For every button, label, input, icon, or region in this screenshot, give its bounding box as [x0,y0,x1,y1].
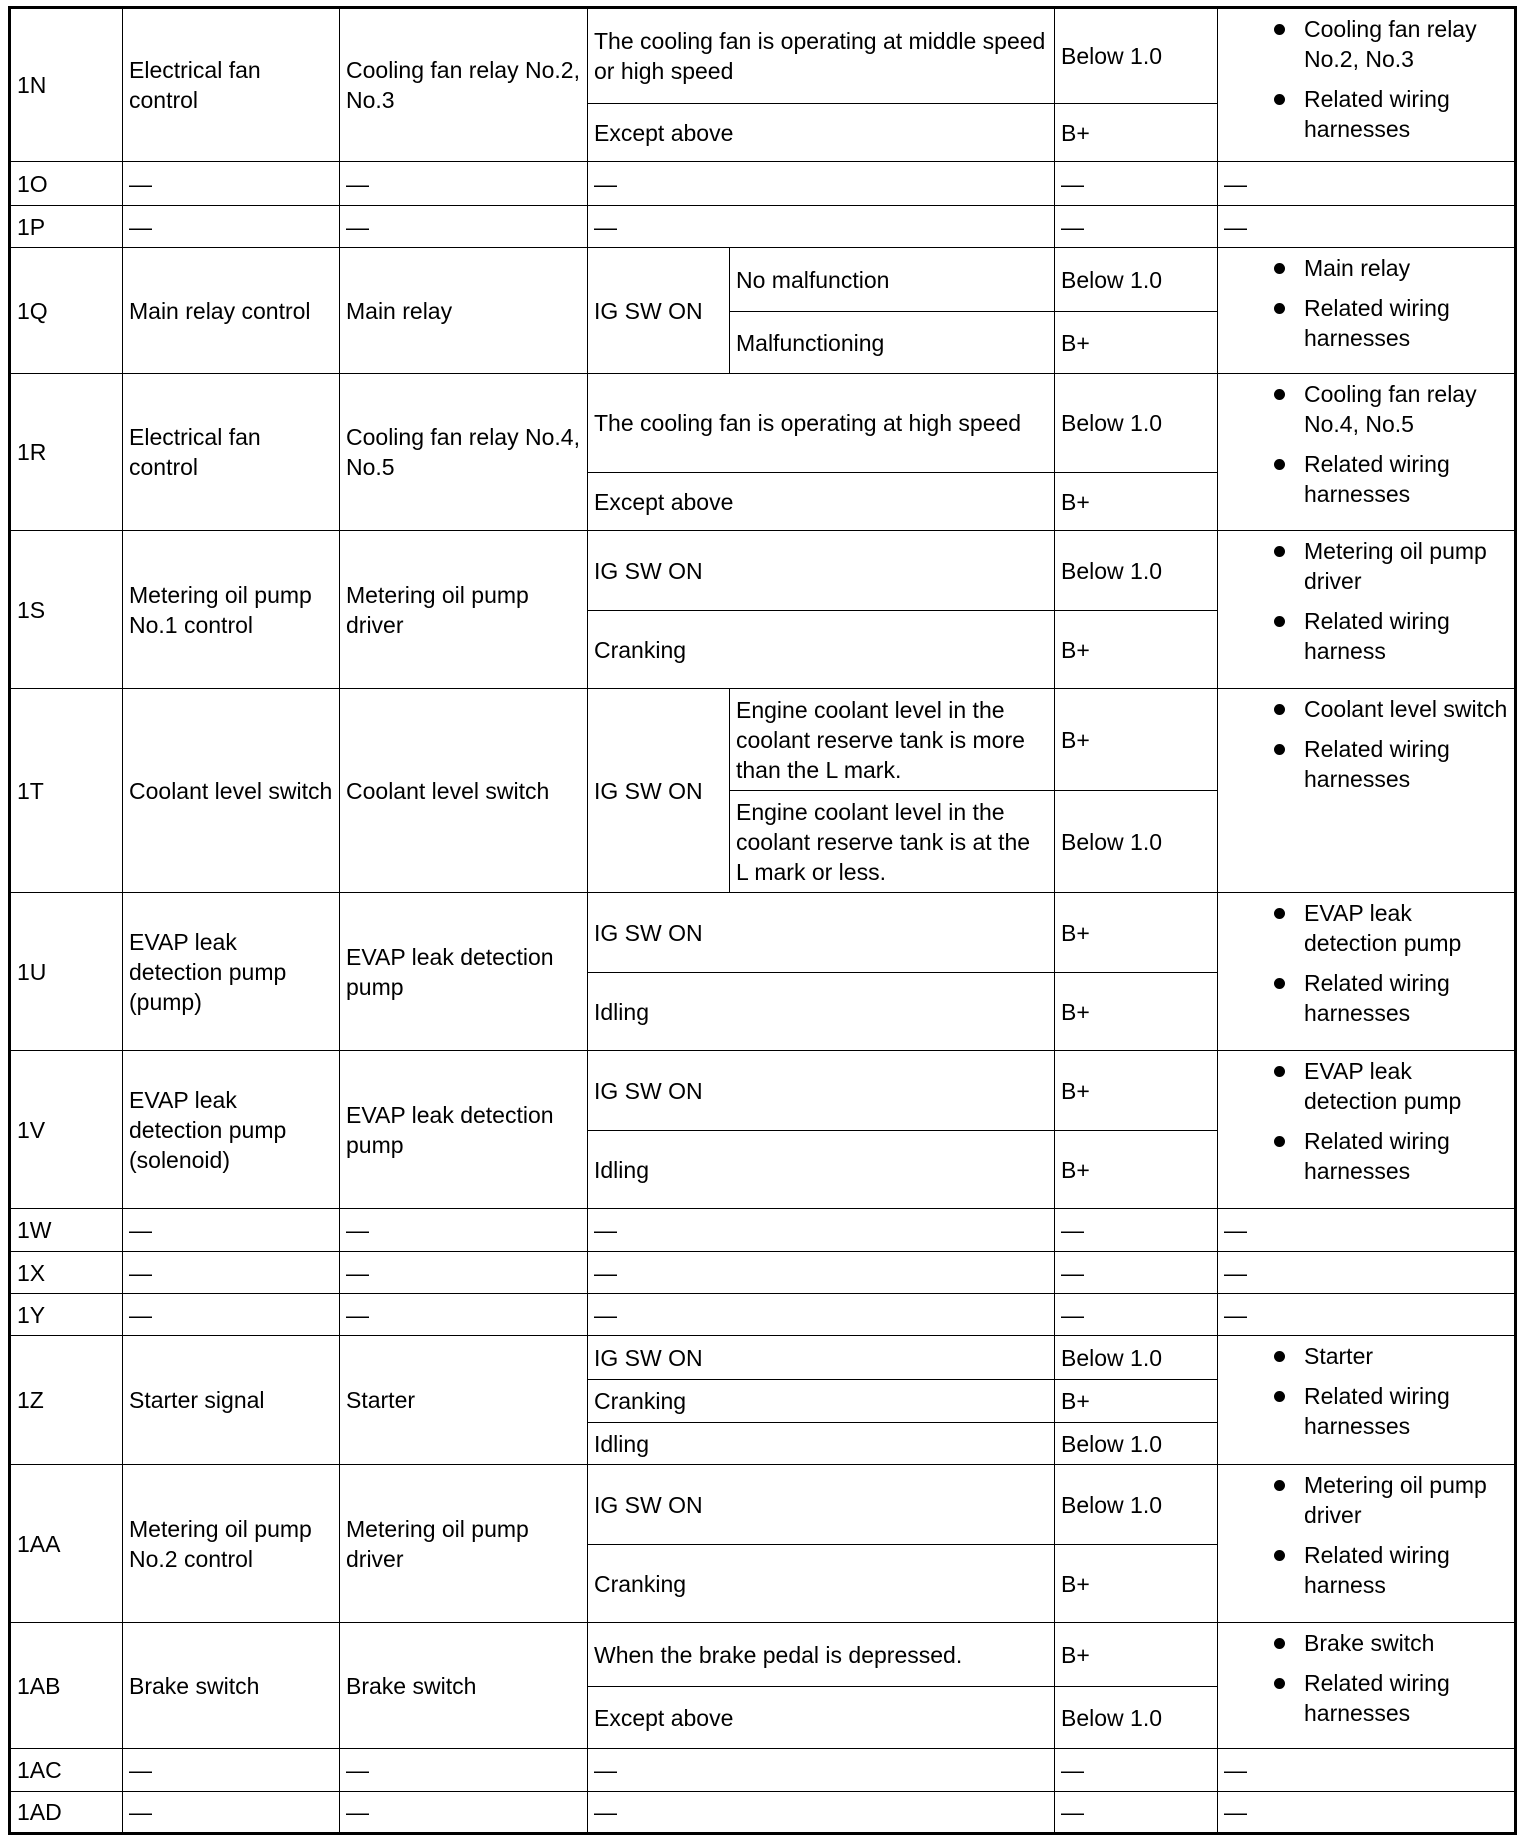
device-cell: — [340,1792,588,1834]
possible-cause-text: Metering oil pump driver [1304,1472,1487,1528]
bullet-icon [1274,1391,1285,1402]
possible-cause-cell: — [1218,1749,1516,1792]
table-row [10,1294,1516,1336]
list-item [1234,449,1508,509]
terminal-voltage-table [8,6,1517,1835]
table-row [10,531,1516,611]
possible-cause-text: Related wiring harnesses [1304,1383,1450,1439]
condition-group-cell: IG SW ON [588,689,730,893]
list-item [1234,968,1508,1028]
condition-detail-cell: Malfunctioning [730,312,1055,374]
condition-cell: Except above [588,1687,1055,1749]
connected-to-cell: — [123,206,340,248]
terminal-cell: 1W [10,1209,123,1252]
connected-to-cell: Metering oil pump No.2 control [123,1465,340,1623]
condition-cell: IG SW ON [588,1465,1055,1545]
connected-to-cell: — [123,1252,340,1294]
terminal-cell: 1Y [10,1294,123,1336]
bullet-icon [1274,303,1285,314]
condition-cell: Except above [588,104,1055,162]
bullet-icon [1274,263,1285,274]
possible-cause-cell [1218,374,1516,531]
terminal-cell: 1V [10,1051,123,1209]
device-cell: Cooling fan relay No.2, No.3 [340,8,588,162]
table-row [10,206,1516,248]
device-cell: — [340,1209,588,1252]
possible-cause-text: Cooling fan relay No.2, No.3 [1304,16,1477,72]
table-row [10,1749,1516,1792]
bullet-icon [1274,978,1285,989]
voltage-cell: B+ [1055,1623,1218,1687]
possible-cause-list [1224,253,1508,353]
condition-cell: Cranking [588,1545,1055,1623]
possible-cause-cell: — [1218,162,1516,206]
device-cell: Brake switch [340,1623,588,1749]
device-cell: Starter [340,1336,588,1465]
list-item [1234,1126,1508,1186]
connected-to-cell: EVAP leak detection pump (pump) [123,893,340,1051]
possible-cause-cell [1218,1465,1516,1623]
condition-cell: Idling [588,1131,1055,1209]
voltage-cell: B+ [1055,611,1218,689]
terminal-cell: 1AB [10,1623,123,1749]
condition-cell: The cooling fan is operating at high speed [588,374,1055,473]
list-item [1234,253,1508,283]
connected-to-cell: — [123,1209,340,1252]
list-item [1234,1470,1508,1530]
condition-detail-cell: Engine coolant level in the coolant reserve tank is more than the L mark. [730,689,1055,791]
bullet-icon [1274,1480,1285,1491]
bullet-icon [1274,1550,1285,1561]
voltage-cell: Below 1.0 [1055,248,1218,312]
possible-cause-text: Related wiring harnesses [1304,970,1450,1026]
possible-cause-text: Related wiring harness [1304,1542,1450,1598]
terminal-cell: 1S [10,531,123,689]
voltage-cell: — [1055,1792,1218,1834]
possible-cause-cell [1218,248,1516,374]
possible-cause-list [1224,536,1508,666]
condition-group-cell: IG SW ON [588,248,730,374]
terminal-cell: 1AD [10,1792,123,1834]
connected-to-cell: — [123,1294,340,1336]
condition-cell: — [588,206,1055,248]
voltage-cell: — [1055,1209,1218,1252]
possible-cause-text: EVAP leak detection pump [1304,1058,1462,1114]
list-item [1234,606,1508,666]
possible-cause-cell [1218,8,1516,162]
connected-to-cell: Brake switch [123,1623,340,1749]
terminal-cell: 1AC [10,1749,123,1792]
device-cell: — [340,206,588,248]
device-cell: Cooling fan relay No.4, No.5 [340,374,588,531]
voltage-cell: Below 1.0 [1055,8,1218,104]
table-row [10,893,1516,973]
voltage-cell: B+ [1055,312,1218,374]
possible-cause-text: Coolant level switch [1304,696,1508,722]
bullet-icon [1274,94,1285,105]
condition-cell: Idling [588,973,1055,1051]
terminal-cell: 1R [10,374,123,531]
list-item [1234,1628,1508,1658]
bullet-icon [1274,459,1285,470]
voltage-cell: Below 1.0 [1055,1423,1218,1465]
terminal-voltage-table-page [8,6,1514,1835]
voltage-cell: B+ [1055,473,1218,531]
possible-cause-list [1224,1056,1508,1186]
voltage-cell: B+ [1055,1051,1218,1131]
voltage-cell: B+ [1055,689,1218,791]
possible-cause-text: Related wiring harnesses [1304,295,1450,351]
possible-cause-text: Related wiring harnesses [1304,86,1450,142]
condition-cell: IG SW ON [588,1336,1055,1380]
possible-cause-list [1224,1628,1508,1728]
condition-cell: When the brake pedal is depressed. [588,1623,1055,1687]
possible-cause-list [1224,379,1508,509]
list-item [1234,898,1508,958]
table-row [10,248,1516,312]
possible-cause-text: Brake switch [1304,1630,1435,1656]
bullet-icon [1274,1638,1285,1649]
voltage-cell: — [1055,1749,1218,1792]
terminal-cell: 1AA [10,1465,123,1623]
connected-to-cell: — [123,1792,340,1834]
list-item [1234,1540,1508,1600]
table-row [10,1252,1516,1294]
voltage-cell: — [1055,1294,1218,1336]
list-item [1234,734,1508,794]
connected-to-cell: Coolant level switch [123,689,340,893]
possible-cause-text: Metering oil pump driver [1304,538,1487,594]
possible-cause-text: Related wiring harness [1304,608,1450,664]
condition-cell: Except above [588,473,1055,531]
device-cell: — [340,1252,588,1294]
possible-cause-text: Main relay [1304,255,1411,281]
bullet-icon [1274,1136,1285,1147]
bullet-icon [1274,546,1285,557]
bullet-icon [1274,704,1285,715]
terminal-cell: 1P [10,206,123,248]
voltage-cell: B+ [1055,1131,1218,1209]
possible-cause-cell [1218,893,1516,1051]
connected-to-cell: EVAP leak detection pump (solenoid) [123,1051,340,1209]
voltage-cell: Below 1.0 [1055,531,1218,611]
list-item [1234,379,1508,439]
voltage-cell: B+ [1055,1380,1218,1423]
voltage-cell: Below 1.0 [1055,791,1218,893]
terminal-cell: 1X [10,1252,123,1294]
voltage-cell: — [1055,206,1218,248]
list-item [1234,14,1508,74]
terminal-cell: 1O [10,162,123,206]
condition-detail-cell: No malfunction [730,248,1055,312]
possible-cause-text: Related wiring harnesses [1304,736,1450,792]
bullet-icon [1274,616,1285,627]
device-cell: — [340,1294,588,1336]
connected-to-cell: Electrical fan control [123,374,340,531]
condition-cell: Cranking [588,1380,1055,1423]
possible-cause-cell: — [1218,1252,1516,1294]
table-row [10,162,1516,206]
condition-cell: — [588,162,1055,206]
possible-cause-text: Related wiring harnesses [1304,1670,1450,1726]
list-item [1234,84,1508,144]
bullet-icon [1274,908,1285,919]
condition-cell: — [588,1749,1055,1792]
voltage-cell: B+ [1055,104,1218,162]
device-cell: — [340,1749,588,1792]
device-cell: — [340,162,588,206]
condition-cell: IG SW ON [588,1051,1055,1131]
bullet-icon [1274,24,1285,35]
condition-cell: — [588,1792,1055,1834]
voltage-cell: Below 1.0 [1055,1465,1218,1545]
condition-cell: — [588,1294,1055,1336]
device-cell: EVAP leak detection pump [340,1051,588,1209]
condition-cell: IG SW ON [588,531,1055,611]
possible-cause-cell [1218,689,1516,893]
terminal-cell: 1U [10,893,123,1051]
possible-cause-cell: — [1218,206,1516,248]
device-cell: Metering oil pump driver [340,531,588,689]
voltage-cell: B+ [1055,1545,1218,1623]
bullet-icon [1274,1351,1285,1362]
list-item [1234,293,1508,353]
connected-to-cell: — [123,162,340,206]
possible-cause-text: Starter [1304,1343,1374,1369]
possible-cause-cell [1218,531,1516,689]
possible-cause-cell [1218,1336,1516,1465]
possible-cause-cell: — [1218,1294,1516,1336]
voltage-cell: B+ [1055,893,1218,973]
connected-to-cell: Electrical fan control [123,8,340,162]
possible-cause-cell: — [1218,1209,1516,1252]
voltage-cell: — [1055,1252,1218,1294]
possible-cause-list [1224,1341,1508,1441]
condition-cell: — [588,1209,1055,1252]
table-row [10,1209,1516,1252]
connected-to-cell: Starter signal [123,1336,340,1465]
possible-cause-list [1224,694,1508,794]
list-item [1234,1056,1508,1116]
list-item [1234,1341,1508,1371]
condition-cell: — [588,1252,1055,1294]
terminal-cell: 1T [10,689,123,893]
terminal-cell: 1Q [10,248,123,374]
device-cell: Main relay [340,248,588,374]
connected-to-cell: — [123,1749,340,1792]
voltage-cell: Below 1.0 [1055,1336,1218,1380]
device-cell: Coolant level switch [340,689,588,893]
voltage-cell: Below 1.0 [1055,374,1218,473]
table-row [10,1465,1516,1545]
list-item [1234,1381,1508,1441]
voltage-cell: — [1055,162,1218,206]
possible-cause-cell [1218,1051,1516,1209]
connected-to-cell: Main relay control [123,248,340,374]
condition-cell: The cooling fan is operating at middle speed or high speed [588,8,1055,104]
possible-cause-list [1224,1470,1508,1600]
device-cell: Metering oil pump driver [340,1465,588,1623]
table-row [10,1051,1516,1131]
list-item [1234,694,1508,724]
device-cell: EVAP leak detection pump [340,893,588,1051]
condition-cell: Cranking [588,611,1055,689]
table-row [10,689,1516,791]
possible-cause-text: EVAP leak detection pump [1304,900,1462,956]
bullet-icon [1274,1678,1285,1689]
terminal-cell: 1Z [10,1336,123,1465]
condition-detail-cell: Engine coolant level in the coolant reserve tank is at the L mark or less. [730,791,1055,893]
possible-cause-cell: — [1218,1792,1516,1834]
table-row [10,374,1516,473]
bullet-icon [1274,389,1285,400]
table-row [10,1336,1516,1380]
list-item [1234,536,1508,596]
connected-to-cell: Metering oil pump No.1 control [123,531,340,689]
terminal-cell: 1N [10,8,123,162]
bullet-icon [1274,744,1285,755]
list-item [1234,1668,1508,1728]
bullet-icon [1274,1066,1285,1077]
possible-cause-text: Related wiring harnesses [1304,1128,1450,1184]
table-row [10,1623,1516,1687]
possible-cause-list [1224,898,1508,1028]
possible-cause-list [1224,14,1508,144]
condition-cell: Idling [588,1423,1055,1465]
table-row [10,1792,1516,1834]
possible-cause-text: Cooling fan relay No.4, No.5 [1304,381,1477,437]
voltage-cell: B+ [1055,973,1218,1051]
possible-cause-cell [1218,1623,1516,1749]
table-row [10,8,1516,104]
possible-cause-text: Related wiring harnesses [1304,451,1450,507]
voltage-cell: Below 1.0 [1055,1687,1218,1749]
condition-cell: IG SW ON [588,893,1055,973]
